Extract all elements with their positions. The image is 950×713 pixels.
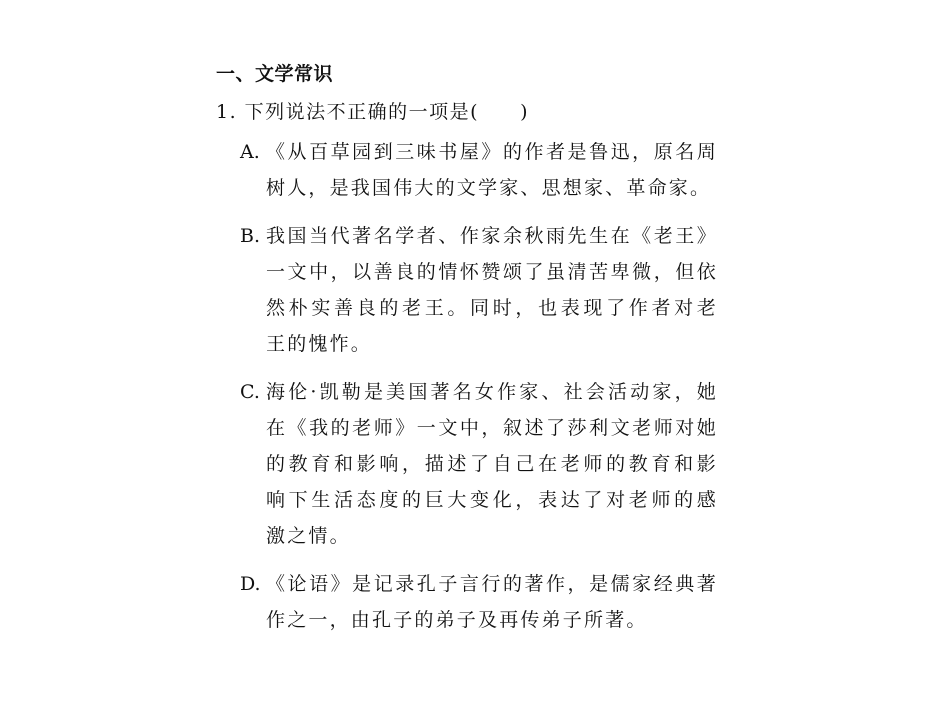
option-line: 响下生活态度的巨大变化，表达了对老师的感 bbox=[266, 489, 718, 511]
option-text bbox=[266, 134, 718, 206]
option-line: 我国当代著名学者、作家余秋雨先生在《老王》 bbox=[266, 225, 718, 247]
section-title: 一、文学常识 bbox=[216, 63, 334, 85]
option-a bbox=[240, 134, 720, 206]
option-text bbox=[266, 374, 718, 554]
option-b bbox=[240, 218, 720, 362]
option-line: 激之情。 bbox=[266, 525, 351, 547]
option-letter: B. bbox=[240, 225, 261, 247]
option-text bbox=[266, 566, 718, 638]
options-list bbox=[240, 134, 720, 650]
option-line: 《论语》是记录孔子言行的著作，是儒家经典著 bbox=[266, 573, 718, 595]
option-d bbox=[240, 566, 720, 638]
option-letter: C. bbox=[240, 381, 260, 403]
option-line: 王的愧怍。 bbox=[266, 333, 373, 355]
option-letter: D. bbox=[240, 573, 261, 595]
option-line: 一文中，以善良的情怀赞颂了虽清苦卑微，但依 bbox=[266, 261, 718, 283]
option-line: 作之一，由孔子的弟子及再传弟子所著。 bbox=[266, 609, 648, 631]
option-line: 海伦·凯勒是美国著名女作家、社会活动家，她 bbox=[266, 381, 718, 403]
option-line: 在《我的老师》一文中，叙述了莎利文老师对她 bbox=[266, 417, 718, 439]
option-letter: A. bbox=[240, 141, 260, 163]
option-line: 树人，是我国伟大的文学家、思想家、革命家。 bbox=[266, 177, 712, 199]
option-line: 的教育和影响，描述了自己在老师的教育和影 bbox=[266, 453, 718, 475]
option-line: 《从百草园到三味书屋》的作者是鲁迅，原名周 bbox=[266, 141, 718, 163]
option-c bbox=[240, 374, 720, 554]
option-text bbox=[266, 218, 718, 362]
option-line: 然朴实善良的老王。同时，也表现了作者对老 bbox=[266, 297, 718, 319]
question-stem: 1. 下列说法不正确的一项是( ) bbox=[216, 101, 529, 123]
